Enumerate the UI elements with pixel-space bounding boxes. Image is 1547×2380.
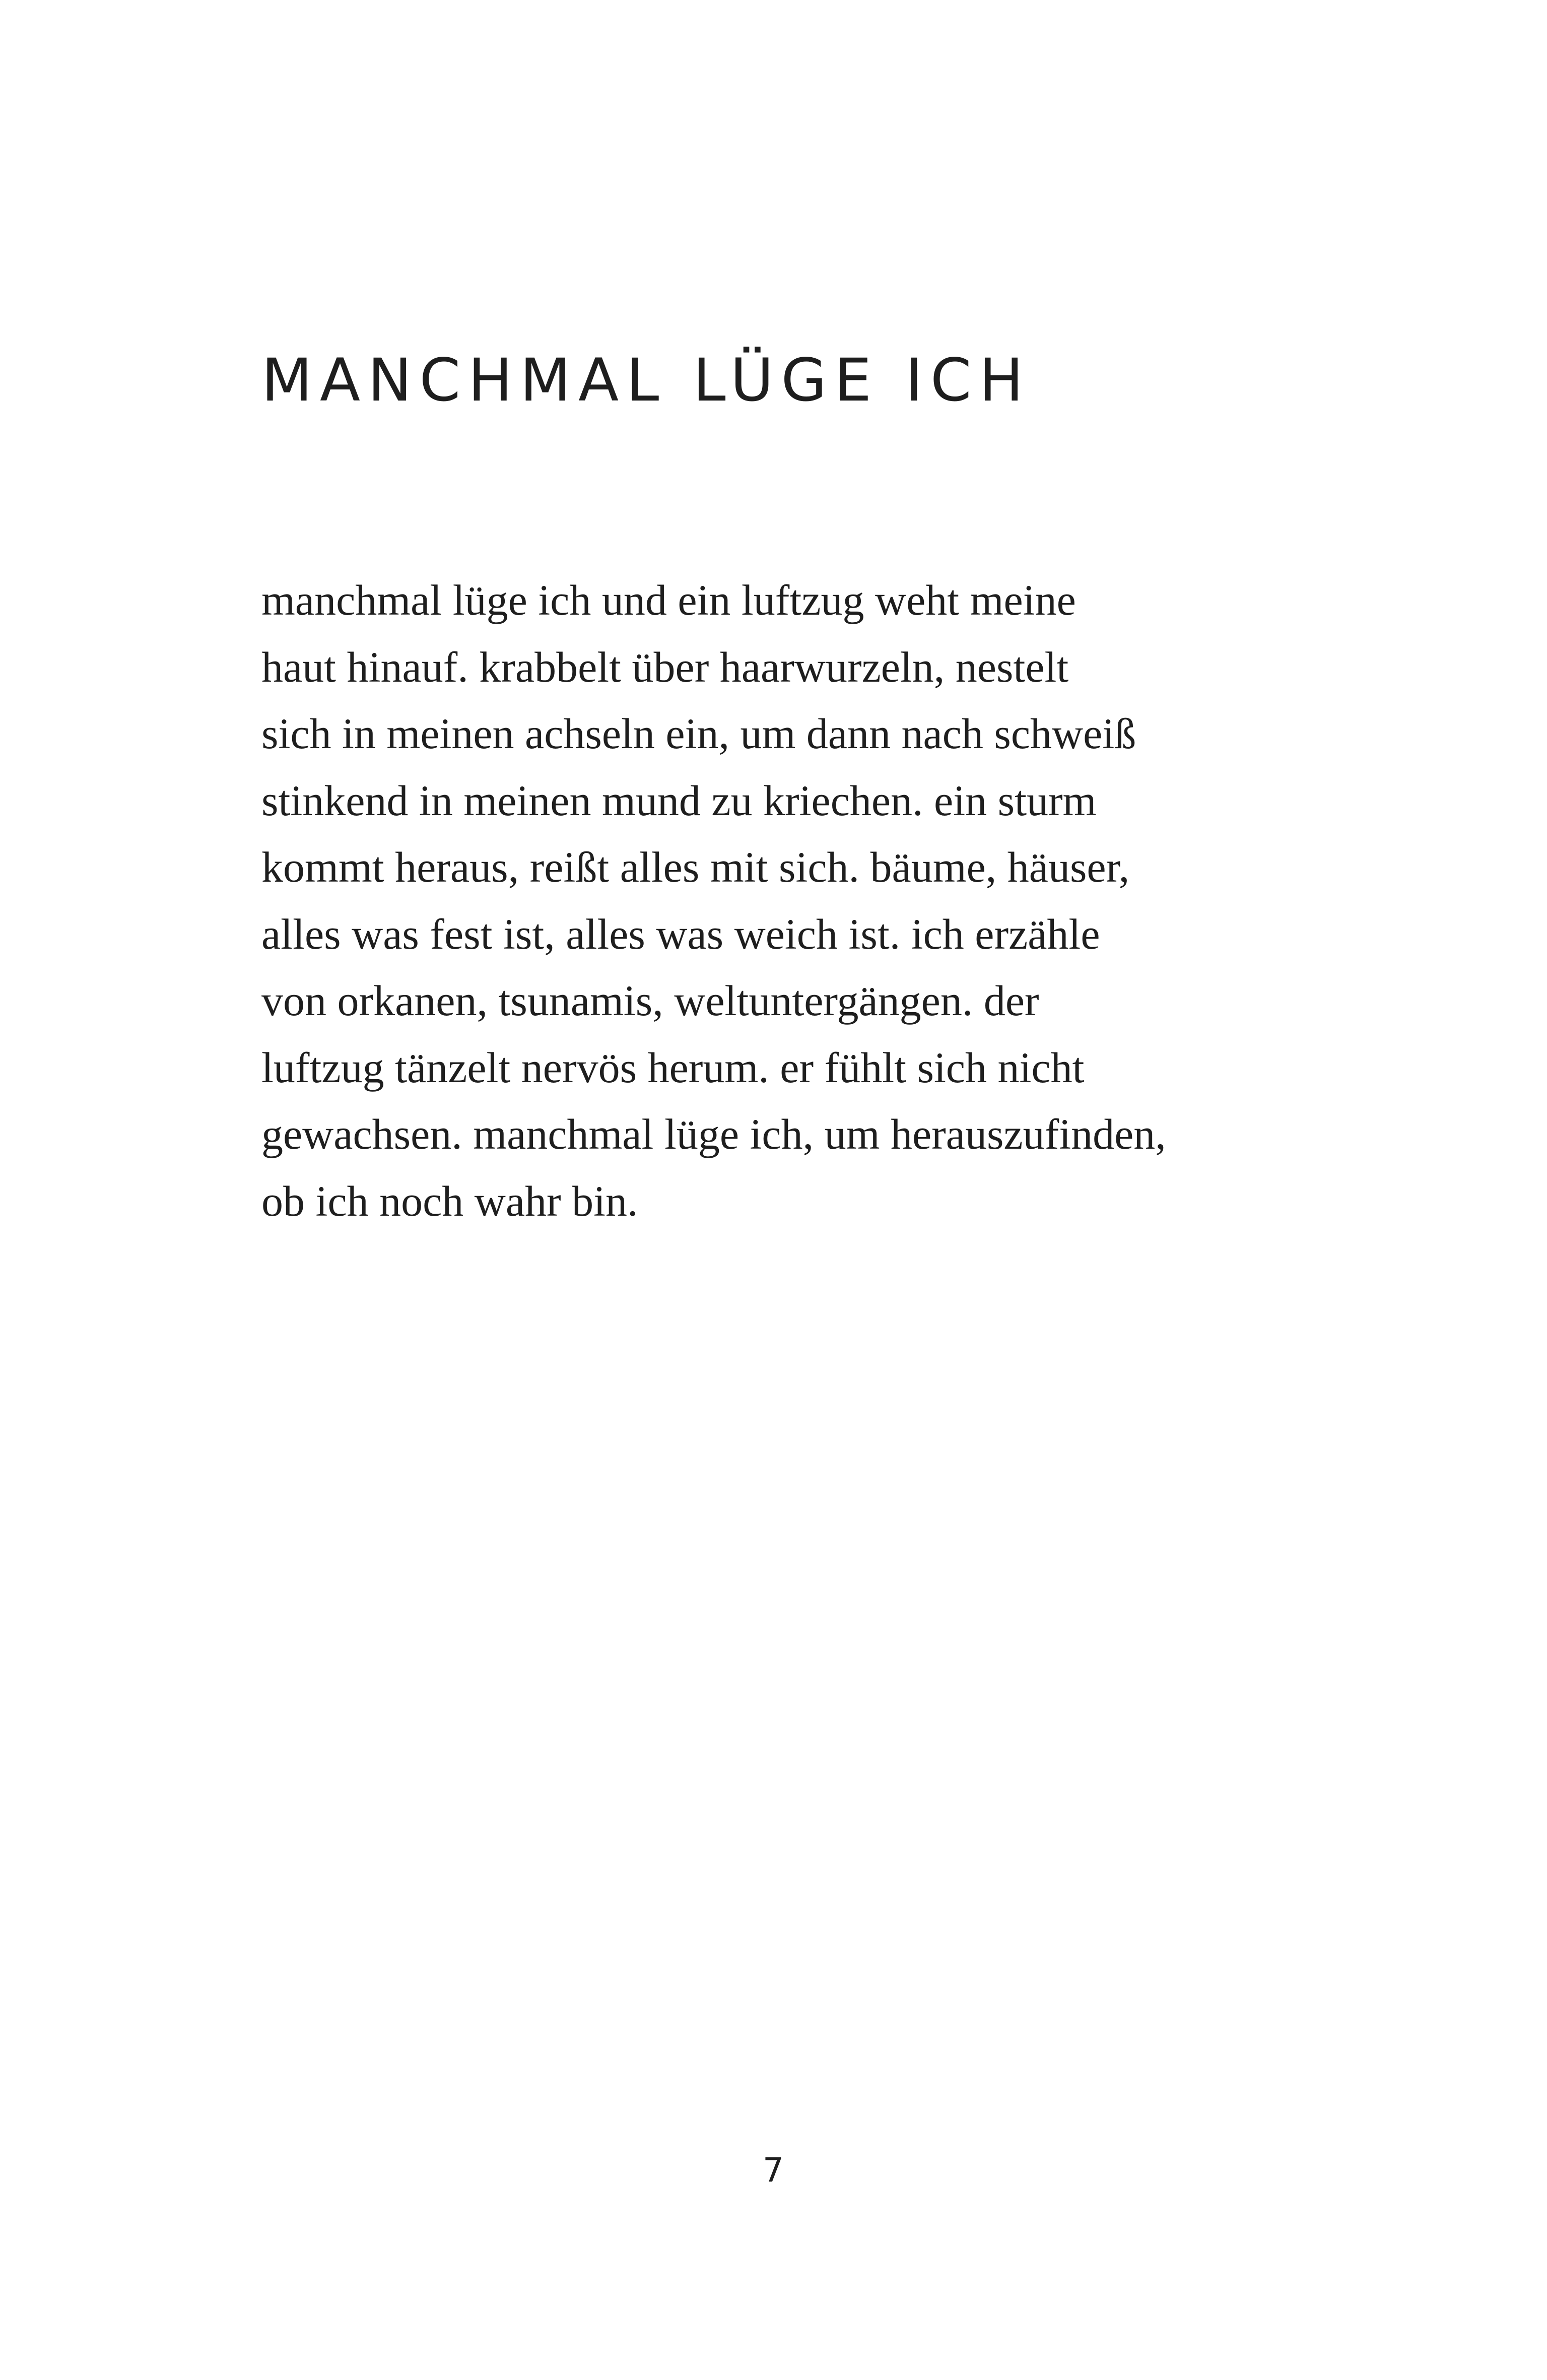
poem-line: alles was fest ist, alles was weich ist. ich erzähle — [261, 909, 1100, 958]
poem-line: ob ich noch wahr bin. — [261, 1176, 638, 1225]
poem-body — [261, 567, 1319, 1234]
poem-line: manchmal lüge ich und ein luftzug weht meine — [261, 576, 1076, 624]
poem-line: von orkanen, tsunamis, weltuntergängen. der — [261, 976, 1039, 1025]
poem-line: kommt heraus, reißt alles mit sich. bäume, häuser, — [261, 843, 1130, 891]
poem-title: MANCHMAL LÜGE ICH — [261, 346, 1031, 415]
page-number: 7 — [763, 2151, 784, 2190]
poem-line: gewachsen. manchmal lüge ich, um herauszufinden, — [261, 1110, 1166, 1158]
poem-line: sich in meinen achseln ein, um dann nach schweiß — [261, 709, 1136, 758]
poem-line: luftzug tänzelt nervös herum. er fühlt sich nicht — [261, 1043, 1085, 1092]
poem-line: stinkend in meinen mund zu kriechen. ein sturm — [261, 776, 1097, 825]
poem-line: haut hinauf. krabbelt über haarwurzeln, nestelt — [261, 642, 1069, 691]
